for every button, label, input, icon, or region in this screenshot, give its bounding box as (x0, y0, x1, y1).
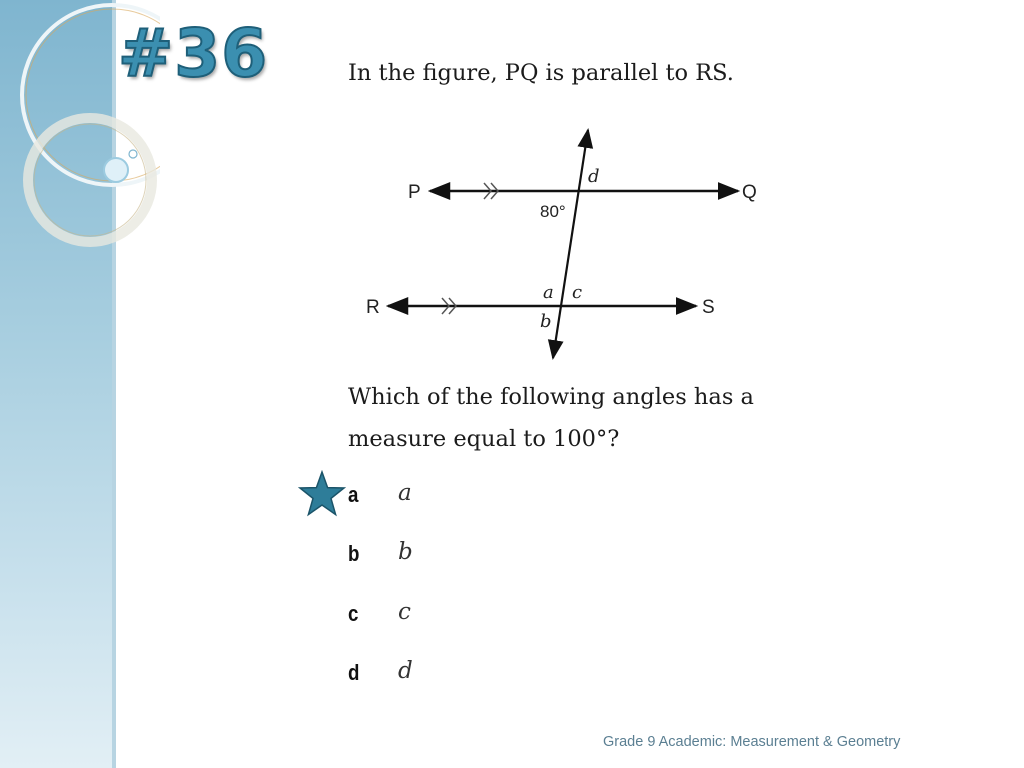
bubble-dot-small (129, 150, 137, 158)
point-label-r: R (366, 297, 380, 318)
choice-value: c (398, 599, 411, 625)
choice-d[interactable] (348, 656, 468, 696)
angle-label-d: d (588, 166, 600, 187)
choice-c[interactable] (348, 597, 468, 637)
choice-value: b (398, 539, 413, 565)
choice-letter: a (348, 482, 359, 507)
angle-label-b: b (540, 311, 552, 332)
angle-label-a: a (543, 282, 554, 303)
question-prompt (348, 376, 754, 460)
point-label-s: S (702, 297, 715, 318)
slide-footer: Grade 9 Academic: Measurement & Geometry (603, 734, 901, 750)
question-prompt-line2: measure equal to 100°? (348, 426, 620, 452)
question-prompt-line1: Which of the following angles has a (348, 384, 754, 410)
choice-value: a (398, 480, 412, 506)
choice-a[interactable] (348, 478, 468, 518)
transversal-line (553, 130, 588, 358)
choice-letter: c (348, 601, 359, 626)
choice-value: d (398, 658, 413, 684)
point-label-q: Q (742, 182, 757, 203)
question-intro: In the figure, PQ is parallel to RS. (348, 60, 734, 86)
choice-b[interactable] (348, 537, 468, 577)
star-icon (298, 470, 346, 518)
slide-number: #36 (118, 15, 269, 92)
ring-small (28, 118, 152, 242)
ring-small-inner (34, 124, 146, 236)
choice-letter: d (348, 660, 360, 685)
angle-label-c: c (572, 282, 583, 303)
angle-label-80: 80° (540, 202, 566, 221)
point-label-p: P (408, 182, 421, 203)
parallel-lines-figure (340, 120, 780, 370)
bubble-dot (104, 158, 128, 182)
choice-letter: b (348, 541, 360, 566)
